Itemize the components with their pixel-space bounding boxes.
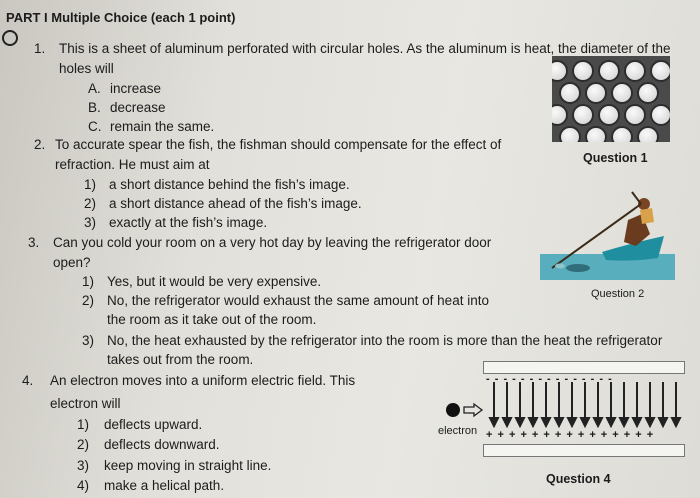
fish-icon bbox=[566, 264, 590, 272]
question-number: 3. bbox=[28, 235, 40, 250]
option-letter[interactable]: C. bbox=[88, 119, 102, 134]
figure-caption-q2: Question 2 bbox=[591, 288, 645, 300]
question-text-cont: open? bbox=[53, 255, 91, 270]
electron-label: electron bbox=[438, 425, 478, 437]
option-text[interactable]: remain the same. bbox=[110, 119, 215, 134]
option-text[interactable]: No, the refrigerator would exhaust the same amount of heat into bbox=[107, 293, 489, 308]
question-text-cont: electron will bbox=[50, 396, 121, 411]
option-letter[interactable]: 2) bbox=[77, 437, 90, 452]
option-text[interactable]: Yes, but it would be very expensive. bbox=[107, 274, 322, 289]
option-text[interactable]: keep moving in straight line. bbox=[104, 458, 272, 473]
option-text-cont[interactable]: the room as it take out of the room. bbox=[107, 312, 317, 327]
minus-signs: - - - - - - - - - - - - - - - bbox=[486, 373, 613, 385]
question-number: 2. bbox=[34, 137, 46, 152]
field-lines bbox=[488, 380, 684, 428]
part-header: PART I Multiple Choice (each 1 point) bbox=[6, 10, 236, 25]
perforated-sheet-image bbox=[552, 56, 670, 142]
option-letter[interactable]: 1) bbox=[77, 417, 90, 432]
option-text[interactable]: decrease bbox=[110, 100, 166, 115]
option-text[interactable]: deflects downward. bbox=[104, 437, 220, 452]
circle-mark-icon bbox=[2, 30, 18, 46]
question-text: To accurate spear the fish, the fishman should compensate for the effect of bbox=[55, 137, 502, 152]
plus-signs: + + + + + + + + + + + + + + + bbox=[486, 429, 655, 441]
option-letter[interactable]: 2) bbox=[84, 196, 97, 211]
question-text: Can you cold your room on a very hot day by leaving the refrigerator door bbox=[53, 235, 492, 250]
question-text-cont: holes will bbox=[59, 61, 114, 76]
figure-caption-q1: Question 1 bbox=[583, 151, 648, 165]
option-text[interactable]: exactly at the fish’s image. bbox=[109, 215, 268, 230]
question-number: 1. bbox=[34, 41, 46, 56]
question-text: An electron moves into a uniform electric field. This bbox=[50, 373, 356, 388]
option-letter[interactable]: 3) bbox=[82, 333, 95, 348]
option-letter[interactable]: 1) bbox=[82, 274, 95, 289]
question-text-cont: refraction. He must aim at bbox=[55, 157, 210, 172]
option-letter[interactable]: 4) bbox=[77, 478, 90, 493]
arrow-right-icon bbox=[464, 404, 482, 416]
option-text-cont[interactable]: takes out from the room. bbox=[107, 352, 254, 367]
option-text[interactable]: a short distance ahead of the fish’s image. bbox=[109, 196, 362, 211]
option-letter[interactable]: 3) bbox=[84, 215, 97, 230]
option-text[interactable]: increase bbox=[110, 81, 162, 96]
option-text[interactable]: a short distance behind the fish’s image. bbox=[109, 177, 350, 192]
electron-icon bbox=[444, 400, 486, 420]
option-text[interactable]: make a helical path. bbox=[104, 478, 225, 493]
question-number: 4. bbox=[22, 373, 34, 388]
option-letter[interactable]: 3) bbox=[77, 458, 90, 473]
figure-caption-q4: Question 4 bbox=[546, 472, 611, 486]
option-text[interactable]: No, the heat exhausted by the refrigerator into the room is more than the heat the refrigerator bbox=[107, 333, 663, 348]
option-letter[interactable]: B. bbox=[88, 100, 101, 115]
option-letter[interactable]: A. bbox=[88, 81, 101, 96]
option-letter[interactable]: 1) bbox=[84, 177, 97, 192]
option-text[interactable]: deflects upward. bbox=[104, 417, 203, 432]
question-text: This is a sheet of aluminum perforated with circular holes. As the aluminum is heat, the diameter of the bbox=[59, 41, 671, 56]
positive-plate bbox=[483, 444, 685, 457]
fisherman-illustration bbox=[540, 182, 675, 282]
option-letter[interactable]: 2) bbox=[82, 293, 95, 308]
